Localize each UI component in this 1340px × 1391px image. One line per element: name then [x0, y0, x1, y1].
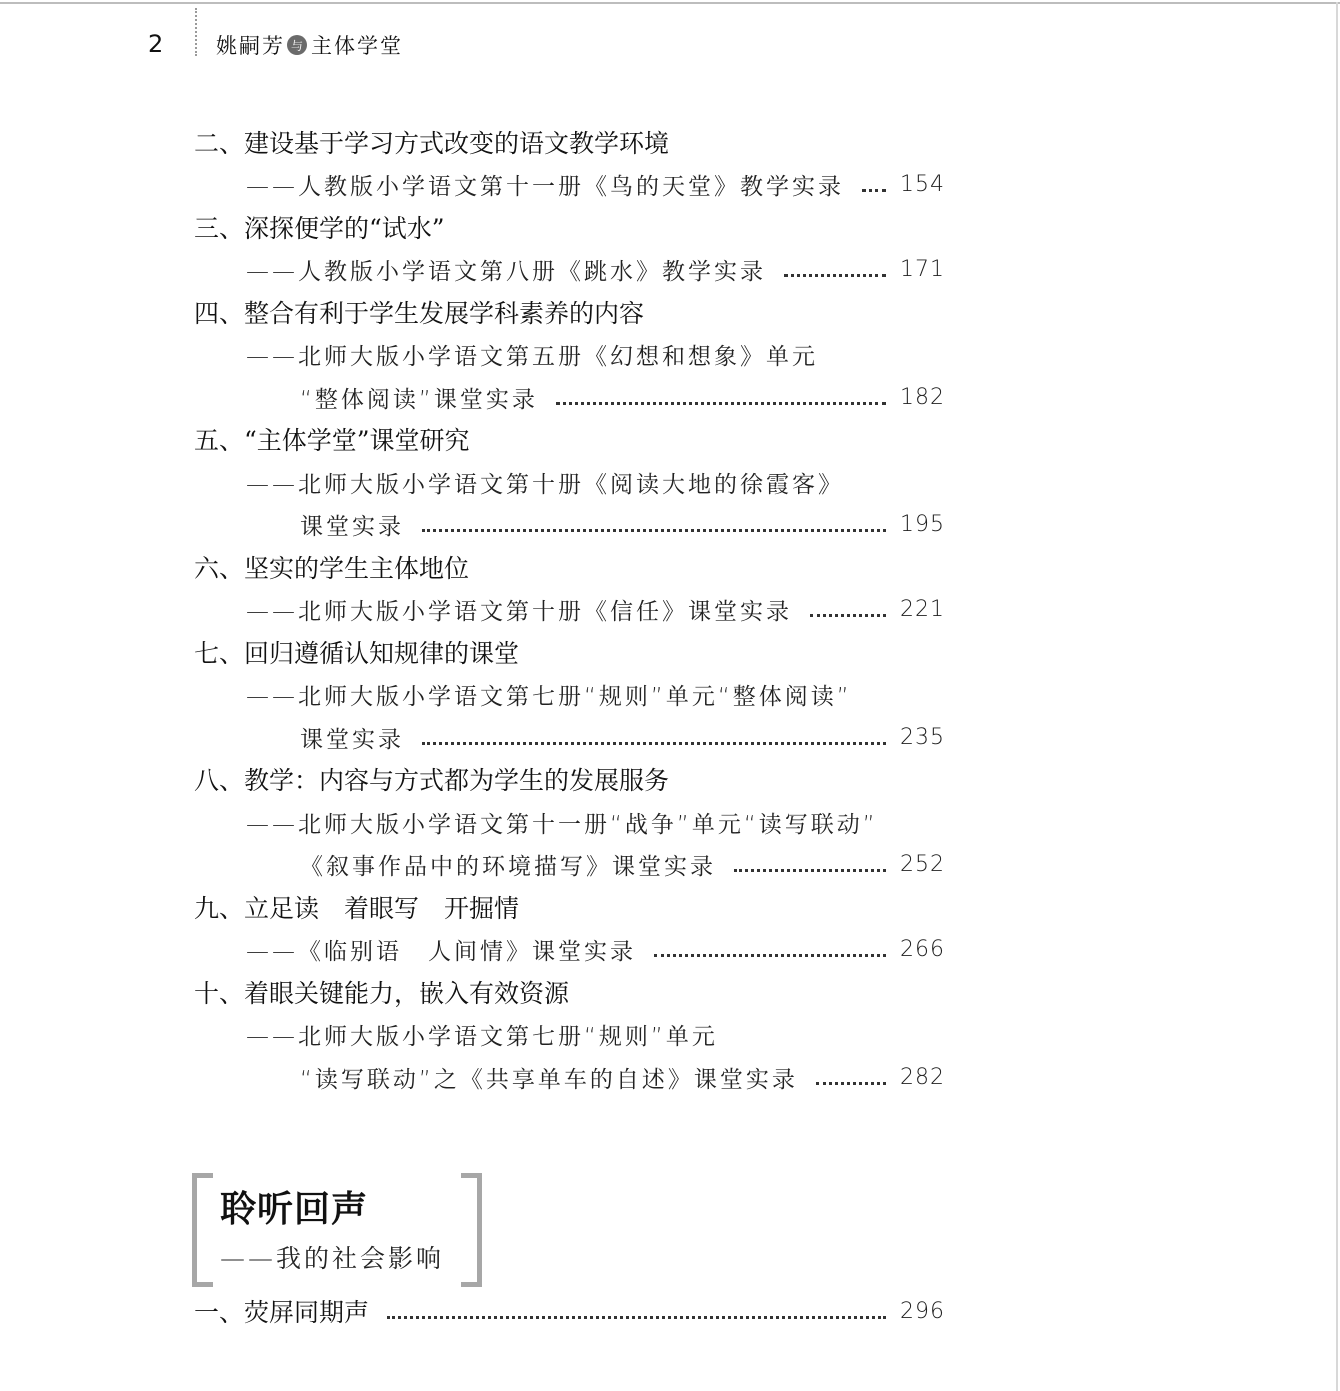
- toc-page-number: 171: [900, 256, 945, 282]
- toc-page-number: 282: [900, 1064, 945, 1090]
- toc-page-number: 182: [900, 384, 945, 410]
- toc-page-number: 296: [900, 1298, 945, 1324]
- part-heading-box: [192, 1173, 482, 1280]
- toc-page-number: 195: [900, 511, 945, 537]
- toc-section-title: 一、荧屏同期声: [194, 1298, 370, 1327]
- running-head: [216, 30, 403, 60]
- toc-entry-line[interactable]: [194, 1293, 945, 1329]
- running-head-book-title: 主体学堂: [311, 34, 403, 58]
- toc-subtitle: ——人教版小学语文第十一册《鸟的天堂》教学实录: [246, 173, 844, 200]
- toc-section-title[interactable]: 八、教学：内容与方式都为学生的发展服务: [194, 766, 670, 795]
- toc-page-number: 252: [900, 851, 945, 877]
- toc-subtitle-continued: 《叙事作品中的环境描写》课堂实录: [300, 853, 716, 880]
- toc-section-title[interactable]: 二、建设基于学习方式改变的语文教学环境: [194, 129, 670, 158]
- toc-subtitle-continued: 课堂实录: [300, 513, 404, 540]
- part-subtitle: ——我的社会影响: [220, 1244, 445, 1273]
- toc-subtitle[interactable]: ——北师大版小学语文第七册“规则”单元: [246, 1023, 718, 1050]
- toc-section-title[interactable]: 九、立足读 着眼写 开掘情: [194, 894, 520, 923]
- toc-subtitle-continued: “整体阅读”课堂实录: [300, 386, 538, 413]
- toc-section-title[interactable]: 七、回归遵循认知规律的课堂: [194, 639, 520, 668]
- toc-section-title[interactable]: 三、深探便学的“试水”: [194, 214, 445, 243]
- page-number: 2: [148, 30, 164, 58]
- dot-leader: [654, 954, 886, 957]
- toc-subtitle: ——人教版小学语文第八册《跳水》教学实录: [246, 258, 766, 285]
- dot-leader: [422, 742, 886, 745]
- toc-entry-line[interactable]: [246, 591, 945, 627]
- toc-entry-line[interactable]: [246, 166, 945, 202]
- toc-entry-line[interactable]: [246, 931, 945, 967]
- toc-page-number: 266: [900, 936, 945, 962]
- toc-subtitle[interactable]: ——北师大版小学语文第十册《阅读大地的徐霞客》: [246, 471, 844, 498]
- toc-entry-line[interactable]: [300, 1059, 945, 1095]
- part-title: 聆听回声: [220, 1188, 369, 1230]
- toc-subtitle[interactable]: ——北师大版小学语文第五册《幻想和想象》单元: [246, 343, 818, 370]
- toc-entry-line[interactable]: [246, 251, 945, 287]
- toc-page-number: 221: [900, 596, 945, 622]
- dot-leader: [556, 402, 886, 405]
- toc-section-title[interactable]: 六、坚实的学生主体地位: [194, 554, 470, 583]
- dot-leader: [862, 189, 886, 192]
- header-divider: [195, 8, 197, 56]
- dot-leader: [784, 274, 886, 277]
- toc-section-title[interactable]: 五、“主体学堂”课堂研究: [194, 426, 470, 455]
- toc-subtitle[interactable]: ——北师大版小学语文第十一册“战争”单元“读写联动”: [246, 811, 878, 838]
- dot-leader: [810, 614, 886, 617]
- right-edge-rule: [1336, 2, 1338, 1391]
- toc-entry-line[interactable]: [300, 719, 945, 755]
- toc-subtitle-continued: 课堂实录: [300, 726, 404, 753]
- dot-leader: [422, 529, 886, 532]
- toc-page-number: 154: [900, 171, 945, 197]
- toc-subtitle: ——《临别语 人间情》课堂实录: [246, 938, 636, 965]
- dot-leader: [734, 869, 886, 872]
- running-head-author: 姚嗣芳: [216, 34, 285, 58]
- toc-subtitle[interactable]: ——北师大版小学语文第七册“规则”单元“整体阅读”: [246, 683, 852, 710]
- toc-entry-line[interactable]: [300, 379, 945, 415]
- top-rule: [0, 2, 1340, 4]
- left-bracket-decoration: [192, 1173, 213, 1287]
- toc-entry-line[interactable]: [300, 506, 945, 542]
- toc-entry-line[interactable]: [300, 846, 945, 882]
- connector-badge: 与: [287, 35, 307, 55]
- toc-subtitle-continued: “读写联动”之《共享单车的自述》课堂实录: [300, 1066, 798, 1093]
- toc-page-number: 235: [900, 724, 945, 750]
- right-bracket-decoration: [461, 1173, 482, 1287]
- toc-subtitle: ——北师大版小学语文第十册《信任》课堂实录: [246, 598, 792, 625]
- toc-section-title[interactable]: 四、整合有利于学生发展学科素养的内容: [194, 299, 645, 328]
- dot-leader: [816, 1082, 886, 1085]
- toc-section-title[interactable]: 十、着眼关键能力，嵌入有效资源: [194, 979, 570, 1008]
- dot-leader: [387, 1316, 886, 1319]
